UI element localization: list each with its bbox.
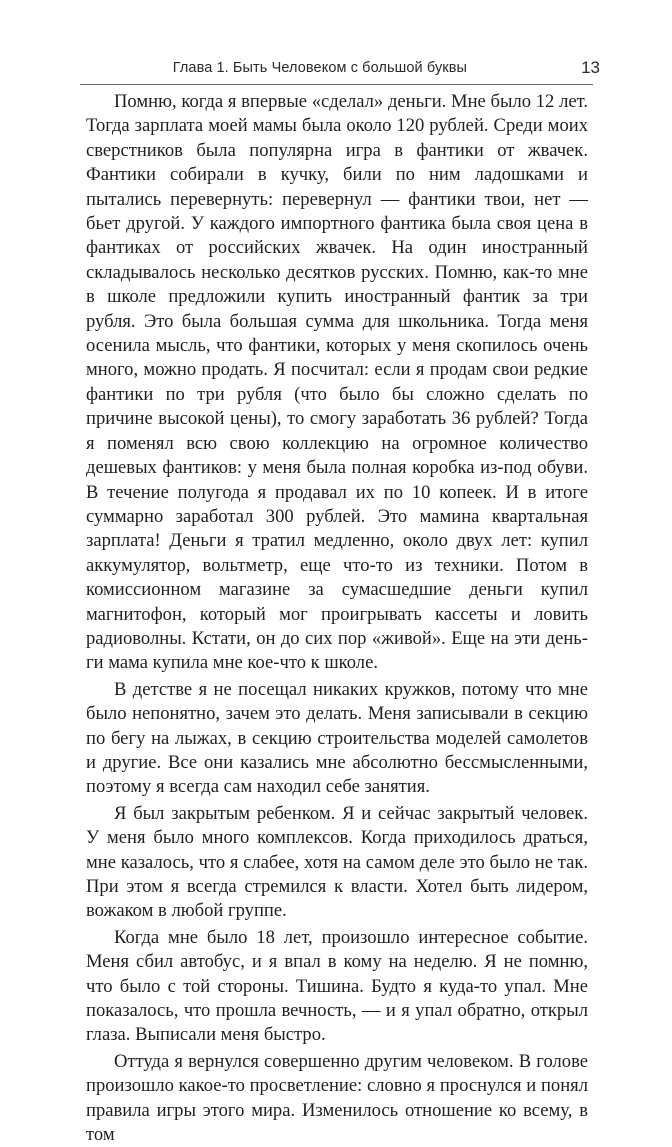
running-header — [78, 56, 600, 80]
paragraph: Оттуда я вернулся совершенно другим человеком. В голове произошло какое-то просветление: словно я проснулся и понял правила игры этого мира. Изменилось отношение ко всему, в том — [86, 1050, 588, 1146]
paragraph: Когда мне было 18 лет, произошло интересное событие. Меня сбил автобус, и я впал в кому на неделю. Я не помню, что было с той стороны. Тишина. Будто я куда-то упал. Мне показалось, что прошла вечность, — и я упал обратно, открыл глаза. Выписали меня быстро. — [86, 926, 588, 1046]
body-text — [86, 90, 588, 1147]
paragraph: Я был закрытым ребенком. Я и сейчас закрытый человек. У меня было много комплексов. Когда приходилось драться, мне казалось, что я слабее, хотя на самом деле это было не так. При этом я всегда стремился к власти. Хотел быть лидером, вожаком в любой группе. — [86, 802, 588, 922]
paragraph: В детстве я не посещал никаких кружков, потому что мне было непонятно, зачем это делать. Меня записывали в секцию по бегу на лыжах, в секцию строительства моделей самолетов и другие. Все они казались мне абсолютно бессмысленными, поэтому я всегда сам находил себе занятия. — [86, 678, 588, 798]
header-rule — [80, 84, 593, 85]
page-number: 13 — [581, 58, 600, 77]
paragraph: Помню, когда я впервые «сделал» деньги. Мне было 12 лет. Тогда зарплата моей мамы была около 120 рублей. Среди моих сверстников была популярна игра в фантики от жвачек. Фантики собирали в кучку, били по ним ладошками и пытались перевернуть: перевернул — фантики твои, нет — бьет другой. У каждого импортного фантика была своя цена в фантиках от российских жвачек. На один иностранный складывалось несколько десятков русских. Помню, как-то мне в школе предложили купить иностранный фантик за три рубля. Это была большая сумма для школьника. Тогда меня осенила мысль, что фантики, которых у меня скопилось очень много, можно продать. Я посчитал: если я продам свои редкие фантики по три рубля (что было бы сложно сделать по причине высокой цены), то смогу заработать 36 рублей? Тогда я поменял всю свою коллекцию на огромное количество дешевых фантиков: у меня была полная коробка из-под обуви. В течение полугода я продавал их по 10 копеек. И в итоге суммарно заработал 300 рублей. Это мамина квартальная зарплата! Деньги я тратил медленно, около двух лет: купил аккумулятор, вольтметр, еще что-то из техники. Потом в комиссионном магазине за сумасшедшие деньги купил магнитофон, который мог проигрывать кассеты и ловить радиоволны. Кстати, он до сих пор «живой». Еще на эти деньги мама купила мне кое-что к школе. — [86, 91, 588, 674]
chapter-title: Глава 1. Быть Человеком с большой буквы — [172, 60, 468, 76]
